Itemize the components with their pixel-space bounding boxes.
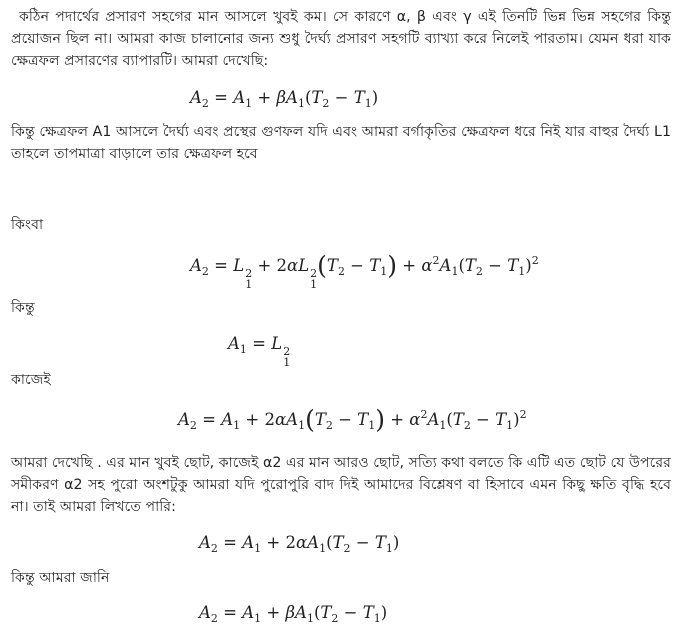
kintu-jani-label: কিন্তু আমরা জানি bbox=[11, 570, 110, 586]
kajei-label: কাজেই bbox=[11, 372, 51, 388]
equation-approximation: $A_2 = A_1 + 2\alpha A_1(T_2 - T_1)$ bbox=[199, 533, 400, 555]
equation-a1-square: $A_1 = L$ 2 1 bbox=[228, 334, 291, 369]
intro-paragraph: কঠিন পদার্থের প্রসারণ সহগের মান আসলে খুবই কম। সে কারণে α, β এবং γ এই তিনটি ভিন্ন ভিন্ন সহগের কিন্তু প্রয়োজন ছিল না। আমরা কাজ চালানোর জন্য শুধু দৈর্ঘ্য প্রসারণ সহগটি ব্যাখ্যা করে নিলেই পারতাম। যেমন ধরা যাক ক্ষেত্রফল প্রসারণের ব্যাপারটি। আমরা দেখেছি: bbox=[11, 9, 671, 69]
area-explain-paragraph: কিন্তু ক্ষেত্রফল A1 আসলে দৈর্ঘ্য এবং প্রস্থের গুণফল যদি এবং আমরা বর্গাকৃতির ক্ষেত্রফল ধরে নিই যার বাহুর দৈর্ঘ্য L1 তাহলে তাপমাত্রা বাড়ালে তার ক্ষেত্রফল হবে bbox=[11, 124, 671, 162]
kingba-label: কিংবা bbox=[11, 217, 44, 233]
kintu-label: কিন্তু bbox=[11, 300, 35, 316]
equation-area-expansion: $A_2 = A_1 + \beta A_1(T_2 - T_1)$ bbox=[190, 88, 379, 110]
observation-paragraph: আমরা দেখেছি . এর মান খুবই ছোট, কাজেই α2 এর মান আরও ছোট, সত্যি কথা বলতে কি এটি এত ছোট যে উপরের সমীকরণ α2 সহ পুরো অংশটুকু আমরা যদি পুরোপুরি বাদ দিই আমাদের বিশ্লেষণ বা হিসাবে এমন কিছু ক্ষতি বৃদ্ধি হবে না। তাই আমরা লিখতে পারি: bbox=[11, 455, 671, 515]
equation-beta-form: $A_2 = A_1 + \beta A_1(T_2 - T_1)$ bbox=[199, 603, 388, 625]
equation-substituted: $A_2 = A_1 + 2\alpha A_1(T_2 - T_1) + \alpha^2A_1(T_2 - T_1)^2$ bbox=[178, 405, 527, 434]
equation-square-expansion: $A_2 = L$ 2 1 + 2αL 2 1 $(T_2 - T_1) + \alpha^2A_1(T_2 - T_1)^2$ bbox=[190, 251, 539, 291]
